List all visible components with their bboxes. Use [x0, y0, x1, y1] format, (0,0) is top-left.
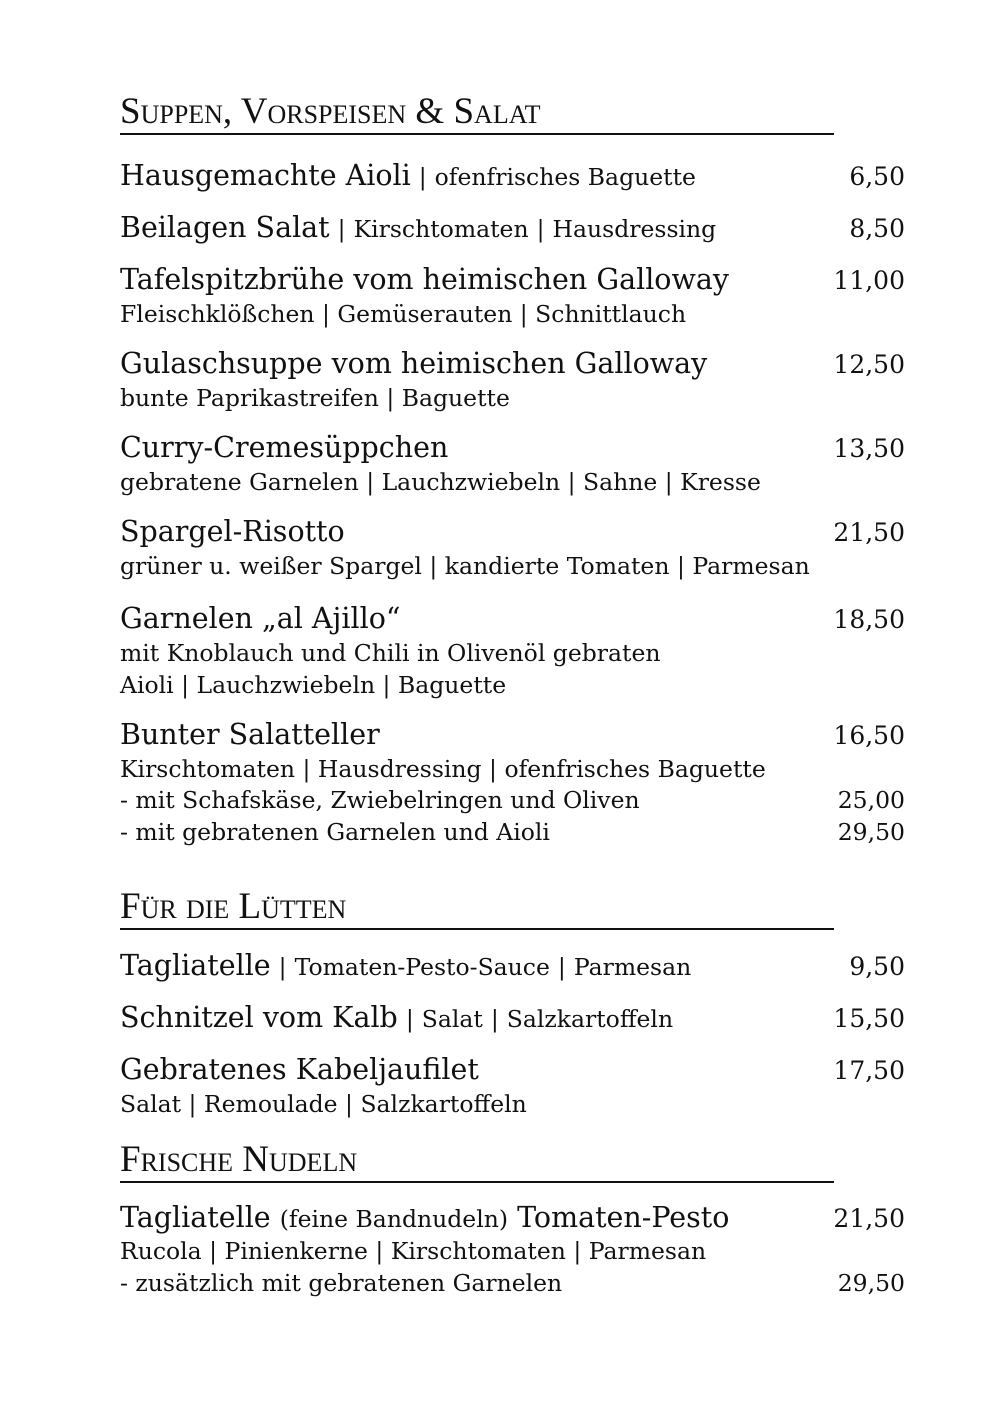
item-description [120, 638, 905, 670]
item-description [120, 754, 905, 786]
item-description-line: gebratene Garnelen | Lauchzwiebeln | Sahne | Kresse [120, 468, 761, 496]
item-variant [120, 1268, 905, 1300]
item-description-line: grüner u. weißer Spargel | kandierte Tomaten | Parmesan [120, 552, 810, 580]
item-description-line: Fleischklößchen | Gemüserauten | Schnittlauch [120, 300, 687, 328]
item-description [120, 670, 905, 702]
section-title-frische-nudeln: Frische Nudeln [120, 1140, 834, 1183]
item-name: Schnitzel vom Kalb [120, 1001, 398, 1034]
item-name: Curry-Cremesüppchen [120, 431, 449, 464]
item-description [120, 299, 905, 331]
item-price: 8,50 [849, 214, 905, 243]
variant-price: 29,50 [837, 818, 905, 846]
item-price: 17,50 [833, 1056, 905, 1085]
item-price: 18,50 [833, 605, 905, 634]
item-description-line: Aioli | Lauchzwiebeln | Baguette [120, 671, 507, 699]
item-description [120, 1236, 905, 1268]
menu-item-kabeljaufilet [120, 1054, 905, 1086]
section-title-fuer-die-luetten: Für die Lütten [120, 887, 834, 930]
item-price: 21,50 [833, 1204, 905, 1233]
item-description [120, 1089, 905, 1121]
section-title-suppen: Suppen, Vorspeisen & Salat [120, 92, 834, 135]
item-price: 12,50 [833, 350, 905, 379]
item-price: 13,50 [833, 434, 905, 463]
variant-price: 25,00 [837, 786, 905, 814]
item-name: Garnelen „al Ajillo“ [120, 602, 401, 635]
item-description-line: bunte Paprikastreifen | Baguette [120, 384, 510, 412]
variant-text: - mit gebratenen Garnelen und Aioli [120, 818, 550, 846]
item-name: Tagliatelle [120, 1201, 271, 1234]
menu-item-spargel-risotto [120, 516, 905, 548]
item-description-line: Salat | Remoulade | Salzkartoffeln [120, 1090, 527, 1118]
item-variant [120, 817, 905, 849]
menu-item-beilagen-salat: Beilagen Salat | Kirschtomaten | Hausdressing 8,50 [120, 211, 905, 244]
variant-price: 29,50 [837, 1269, 905, 1297]
item-variant [120, 785, 905, 817]
variant-text: - mit Schafskäse, Zwiebelringen und Oliven [120, 786, 640, 814]
item-description-line: mit Knoblauch und Chili in Olivenöl gebraten [120, 639, 661, 667]
menu-item-bunter-salatteller [120, 719, 905, 751]
item-name: Tagliatelle [120, 949, 271, 982]
item-price: 15,50 [833, 1004, 905, 1033]
item-inline-detail: Kirschtomaten [353, 215, 529, 243]
item-inline-detail: ofenfrisches Baguette [434, 163, 696, 191]
item-price: 6,50 [849, 162, 905, 191]
menu-item-gulaschsuppe [120, 348, 905, 380]
item-description [120, 551, 905, 583]
menu-item-tafelspitzbruehe [120, 264, 905, 296]
item-name-note: (feine Bandnudeln) [279, 1205, 509, 1233]
menu-item-garnelen-al-ajillo [120, 603, 905, 635]
item-description [120, 467, 905, 499]
item-price: 16,50 [833, 721, 905, 750]
item-description [120, 383, 905, 415]
item-description-line: Rucola | Pinienkerne | Kirschtomaten | Parmesan [120, 1237, 707, 1265]
menu-item-tagliatelle-pesto [120, 1202, 905, 1234]
item-name: Gebratenes Kabeljaufilet [120, 1053, 479, 1086]
item-inline-detail: Parmesan [573, 953, 692, 981]
item-inline-detail: Hausdressing [552, 215, 717, 243]
item-inline-detail: Salzkartoffeln [506, 1005, 674, 1033]
item-inline-detail: Tomaten-Pesto-Sauce [294, 953, 550, 981]
item-price: 11,00 [833, 266, 905, 295]
item-name: Hausgemachte Aioli [120, 159, 411, 192]
item-price: 21,50 [833, 518, 905, 547]
menu-item-tagliatelle-kids: Tagliatelle | Tomaten-Pesto-Sauce | Parmesan 9,50 [120, 949, 905, 982]
item-inline-detail: Salat [421, 1005, 483, 1033]
item-name-suffix: Tomaten-Pesto [517, 1201, 730, 1234]
item-name: Bunter Salatteller [120, 718, 380, 751]
item-name: Beilagen Salat [120, 211, 330, 244]
variant-text: - zusätzlich mit gebratenen Garnelen [120, 1269, 563, 1297]
menu-item-curry-cremesueppchen [120, 432, 905, 464]
item-name: Tafelspitzbrühe vom heimischen Galloway [120, 263, 729, 296]
item-description-line: Kirschtomaten | Hausdressing | ofenfrisches Baguette [120, 755, 766, 783]
menu-item-aioli: Hausgemachte Aioli | ofenfrisches Baguette 6,50 [120, 159, 905, 192]
item-name: Gulaschsuppe vom heimischen Galloway [120, 347, 708, 380]
item-price: 9,50 [849, 952, 905, 981]
menu-item-schnitzel-vom-kalb: Schnitzel vom Kalb | Salat | Salzkartoffeln 15,50 [120, 1001, 905, 1034]
item-name: Spargel-Risotto [120, 515, 345, 548]
